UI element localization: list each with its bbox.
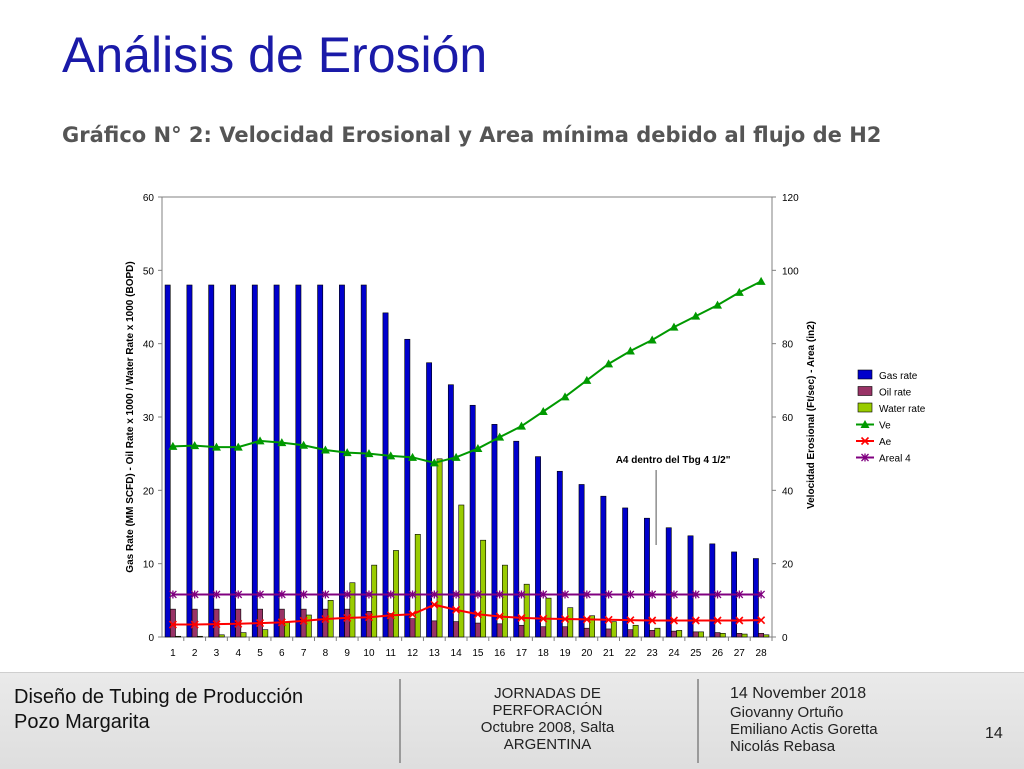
bar-water-rate [677, 630, 682, 637]
y-tick-label: 20 [142, 486, 154, 498]
footer-author: Emiliano Actis Goretta [730, 721, 878, 738]
bar-oil-rate [541, 627, 546, 637]
y2-tick-label: 0 [782, 633, 788, 644]
bar-water-rate [764, 635, 769, 637]
bar-gas-rate [274, 285, 279, 637]
x-tick-label: 14 [450, 648, 462, 659]
bar-oil-rate [606, 629, 611, 637]
legend-label-areal-4: Areal 4 [879, 453, 911, 465]
legend-label-ve: Ve [879, 420, 891, 432]
x-tick-label: 24 [668, 648, 680, 659]
legend-label-water-rate: Water rate [879, 404, 926, 415]
bar-oil-rate [737, 633, 742, 637]
bar-water-rate [742, 634, 747, 637]
footer-left [14, 685, 303, 735]
y-tick-label: 10 [142, 559, 154, 571]
bar-water-rate [437, 459, 442, 637]
bar-oil-rate [345, 609, 350, 637]
bar-oil-rate [693, 632, 698, 637]
bar-gas-rate [688, 536, 693, 637]
bar-water-rate [481, 540, 486, 637]
bar-gas-rate [448, 385, 453, 637]
y2-axis-title: Velocidad Erosional (Ft/sec) - Area (in2) [806, 320, 817, 510]
legend-swatch-water-rate [858, 403, 872, 412]
x-tick-label: 22 [624, 648, 636, 659]
bar-oil-rate [562, 627, 567, 637]
bar-gas-rate [165, 285, 170, 637]
footer-course-title: Diseño de Tubing de Producción [14, 686, 304, 708]
bar-gas-rate [361, 285, 366, 637]
footer-divider [697, 679, 699, 763]
bar-gas-rate [318, 285, 323, 637]
y-axis-title: Gas Rate (MM SCFD) - Oil Rate x 1000 / Water Rate x 1000 (BOPD) [125, 261, 136, 573]
bar-oil-rate [715, 633, 720, 637]
bar-gas-rate [383, 313, 388, 637]
x-tick-label: 5 [257, 648, 263, 659]
bar-gas-rate [230, 285, 235, 637]
footer-event [455, 685, 640, 753]
bar-oil-rate [519, 625, 524, 637]
x-tick-label: 11 [385, 648, 396, 659]
x-tick-label: 18 [537, 648, 549, 659]
bar-gas-rate [644, 518, 649, 637]
x-tick-label: 19 [559, 648, 571, 659]
bar-gas-rate [187, 285, 192, 637]
bar-water-rate [633, 625, 638, 637]
bar-oil-rate [758, 633, 763, 637]
y2-tick-label: 120 [782, 193, 799, 204]
bar-water-rate [241, 633, 246, 637]
x-tick-label: 4 [235, 648, 242, 659]
y2-tick-label: 80 [782, 339, 794, 351]
x-tick-label: 10 [363, 648, 375, 659]
legend-label-ae: Ae [879, 437, 892, 448]
x-tick-label: 12 [406, 648, 419, 659]
y-tick-label: 30 [142, 413, 154, 424]
footer-event-name: JORNADAS DE PERFORACIÓN [492, 685, 603, 719]
y2-tick-label: 40 [782, 486, 794, 498]
x-tick-label: 3 [213, 648, 220, 659]
bar-oil-rate [410, 619, 415, 637]
x-tick-label: 28 [755, 648, 767, 659]
bar-oil-rate [628, 630, 633, 637]
page-number: 14 [985, 725, 1003, 742]
bar-oil-rate [497, 624, 502, 637]
bar-gas-rate [601, 496, 606, 637]
y-tick-label: 0 [148, 633, 154, 644]
x-tick-label: 16 [494, 648, 506, 659]
y2-tick-label: 20 [782, 559, 794, 571]
y-tick-label: 40 [142, 339, 154, 351]
bar-oil-rate [432, 621, 437, 637]
x-tick-label: 6 [279, 648, 285, 659]
bar-oil-rate [671, 631, 676, 637]
bar-water-rate [546, 598, 551, 637]
footer-event-place: Octubre 2008, Salta ARGENTINA [480, 719, 615, 753]
legend-label-oil-rate: Oil rate [879, 387, 912, 399]
bar-water-rate [263, 630, 268, 637]
bar-gas-rate [209, 285, 214, 637]
x-tick-label: 20 [581, 648, 593, 659]
bar-water-rate [611, 622, 616, 637]
y2-tick-label: 100 [782, 266, 799, 278]
y-tick-label: 50 [142, 266, 154, 278]
bar-gas-rate [426, 363, 431, 637]
x-tick-label: 21 [603, 648, 615, 659]
footer-author: Nicolás Rebasa [730, 738, 836, 755]
footer-right [730, 685, 878, 755]
bar-gas-rate [339, 285, 344, 637]
x-tick-label: 9 [344, 648, 350, 659]
bar-gas-rate [535, 457, 540, 637]
footer-divider [399, 679, 401, 763]
x-tick-label: 25 [690, 648, 702, 659]
bar-water-rate [720, 633, 725, 637]
legend-label-gas-rate: Gas rate [879, 371, 918, 382]
chart-subtitle: Gráfico N° 2: Velocidad Erosional y Area mínima debido al flujo de H2 [62, 123, 882, 147]
x-tick-label: 23 [646, 648, 658, 659]
legend-swatch-gas-rate [858, 370, 872, 379]
bar-water-rate [197, 636, 202, 637]
bar-water-rate [502, 565, 507, 637]
bar-water-rate [176, 636, 181, 637]
bar-gas-rate [557, 471, 562, 637]
bar-oil-rate [453, 622, 458, 637]
footer [0, 672, 1024, 769]
x-tick-label: 15 [472, 648, 484, 659]
x-tick-label: 7 [300, 648, 307, 659]
bar-oil-rate [323, 609, 328, 637]
bar-water-rate [219, 635, 224, 637]
bar-water-rate [372, 565, 377, 637]
x-tick-label: 26 [711, 648, 724, 659]
x-tick-label: 2 [191, 648, 198, 659]
footer-date: 14 November 2018 [730, 685, 867, 702]
bar-gas-rate [296, 285, 301, 637]
bar-water-rate [655, 628, 660, 637]
bar-gas-rate [470, 405, 475, 637]
legend-swatch-oil-rate [858, 387, 872, 396]
x-tick-label: 1 [170, 648, 176, 659]
bar-water-rate [459, 505, 464, 637]
bar-oil-rate [584, 628, 589, 637]
x-tick-label: 8 [322, 648, 329, 659]
bar-oil-rate [650, 630, 655, 637]
bar-water-rate [284, 622, 289, 637]
y2-tick-label: 60 [782, 413, 794, 424]
x-tick-label: 27 [733, 648, 745, 659]
x-tick-label: 13 [428, 648, 440, 659]
bar-water-rate [524, 584, 529, 637]
footer-author: Giovanny Ortuño [730, 704, 844, 721]
bar-water-rate [698, 632, 703, 637]
bar-gas-rate [514, 441, 519, 637]
bar-gas-rate [579, 484, 584, 637]
bar-oil-rate [475, 623, 480, 637]
bar-gas-rate [405, 339, 410, 637]
bar-water-rate [415, 534, 420, 637]
bar-gas-rate [252, 285, 257, 637]
chart-annotation: A4 dentro del Tbg 4 1/2" [615, 455, 731, 466]
x-tick-label: 17 [515, 648, 528, 659]
slide-title: Análisis de Erosión [62, 27, 488, 83]
bar-gas-rate [492, 424, 497, 637]
footer-well-name: Pozo Margarita [14, 711, 150, 733]
y-tick-label: 60 [142, 193, 154, 204]
